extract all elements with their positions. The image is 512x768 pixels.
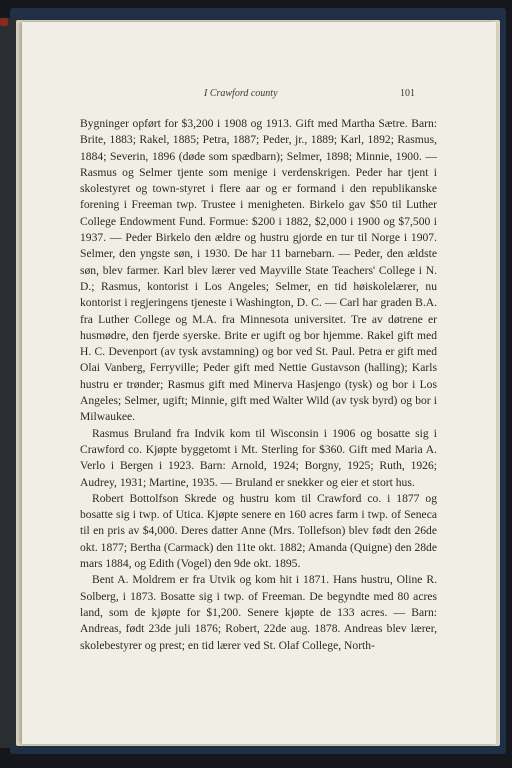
paragraph-bruland: Rasmus Bruland fra Indvik kom til Wisconsin i 1906 og bosatte sig i Crawford co. Kjøpte byggetomt i Mt. Sterling for $360. Gift med Maria A. Verlo i Bergen i 1923. Barn: Arnold, 1924; Borgny, 1925; Ruth, 1926; Audrey, 1931; Martine, 1935. — Bruland er snekker og eier et stort hus. [80,426,437,489]
paragraph-skrede: Robert Bottolfson Skrede og hustru kom til Crawford co. i 1877 og bosatte sig i twp. of Utica. Kjøpte senere en 160 acres farm i twp. of Seneca til en pris av $4,000. Deres datter Anne (Mrs. Tollefson) blev født den 26de okt. 1877; Bertha (Carmack) den 11te okt. 1882; Amanda (Quigne) den 28de mars 1884, og Edith (Vogel) den 9de okt. 1895. [80,491,437,571]
paragraph-birkelo: Bygninger opført for $3,200 i 1908 og 1913. Gift med Martha Sætre. Barn: Brite, 1883; Rakel, 1885; Petra, 1887; Peder, jr., 1889; Karl, 1892; Rasmus, 1884; Severin, 1896 (døde som spædbarn); Selmer, 1898; Minnie, 1900. — Rasmus og Selmer tjente som menige i verdenskrigen. Peder har tjent i skolestyret og town-styret i flere aar og er formand i den republikanske forening i Freeman twp. Trustee i menigheten. Birkelo gav $50 til Luther College Endowment Fund. Formue: $200 i 1882, $2,000 i 1900 og $7,500 i 1937. — Peder Birkelo den ældre og hustru gjorde en tur til Norge i 1907. Selmer, den yngste søn, i 1930. De har 11 barnebarn. — Peder, den ældste søn, blev farmer. Karl blev lærer ved Mayville State Teachers' College i N. D.; Rasmus, kontorist i Los Angeles; Selmer, en tid høiskolelærer, nu kontorist i regjeringens tjeneste i Washington, D. C. — Carl har graden B.A. fra Luther College og M.A. fra Minnesota universitet. Tre av døtrene er husmødre, den fjerde syerske. Brite er ugift og bor hjemme. Rakel gift med H. C. Devenport (av tysk avstamning) og bor ved St. Paul. Petra er gift med Olai Vanberg, Ferryville; Peder gift med Nettie Gustavson (halling); Karls hustru er trønder; Rasmus gift med Minerva Hasjengo (tysk) og bor i Los Angeles; Selmer, ugift; Minnie, gift med Walter Wild (av tysk byrd) og bor i Milwaukee. [80,117,437,424]
body-text [80,116,437,654]
running-head [22,88,496,104]
paragraph-moldrem: Bent A. Moldrem er fra Utvik og kom hit i 1871. Hans hustru, Oline R. Solberg, i 1873. Bosatte sig i twp. of Freeman. De begyndte med 80 acres land, som de kjøpte for $1,200. Senere kjøpte de 133 acres. — Barn: Andreas, født 23de juli 1876; Robert, 22de aug. 1878. Andreas blev lærer, skolebestyrer og prest; en tid lærer ved St. Olaf College, North- [80,573,437,652]
page-number: 101 [400,88,415,99]
running-title: I Crawford county [204,88,278,99]
book-page [22,22,496,744]
red-spine-tab [0,18,8,26]
